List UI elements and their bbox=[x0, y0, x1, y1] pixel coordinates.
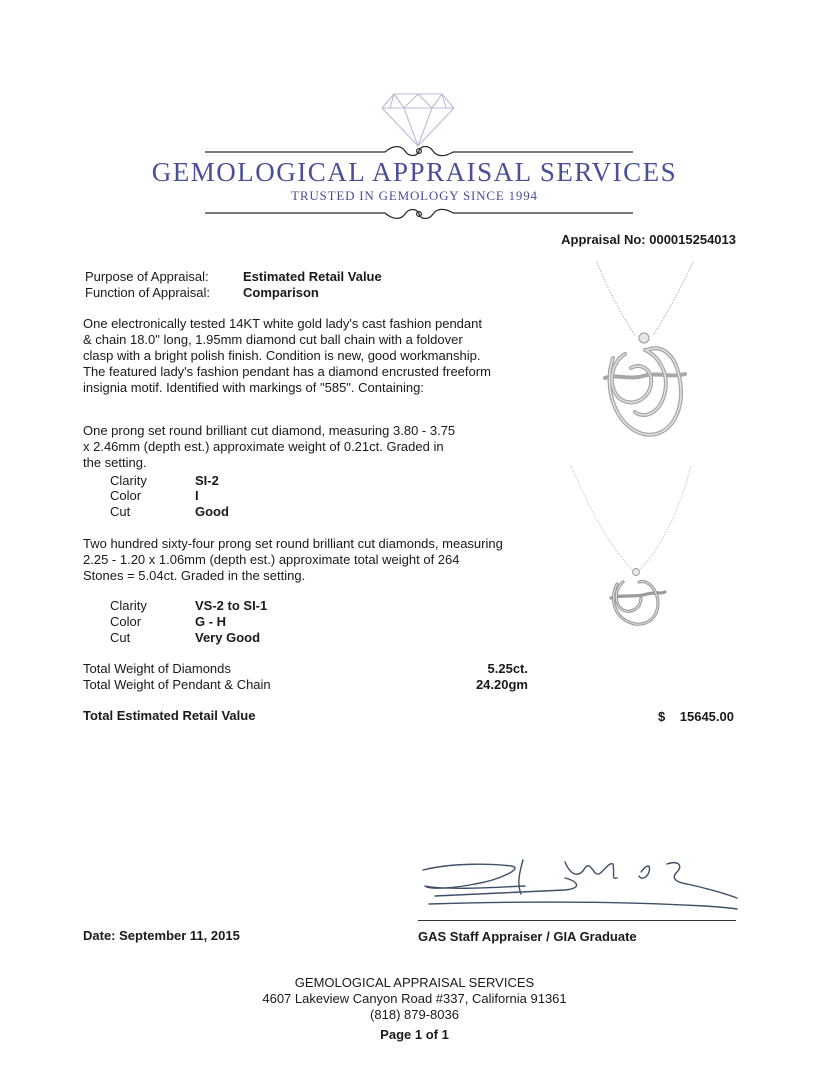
signature-line bbox=[418, 920, 736, 921]
side-color-label: Color bbox=[110, 614, 142, 629]
side-color-value: G - H bbox=[195, 614, 227, 629]
total-diamonds-label: Total Weight of Diamonds bbox=[83, 661, 231, 676]
description-line: insignia motif. Identified with markings of "585". Containing: bbox=[83, 380, 424, 395]
side-stones-line: Two hundred sixty-four prong set round brilliant cut diamonds, measuring bbox=[83, 536, 503, 551]
center-cut-label: Cut bbox=[110, 504, 131, 519]
side-clarity-label: Clarity bbox=[110, 598, 147, 613]
company-logo-title: GEMOLOGICAL APPRAISAL SERVICES bbox=[151, 157, 678, 187]
description-line: & chain 18.0" long, 1.95mm diamond cut ball chain with a foldover bbox=[83, 332, 463, 347]
appraiser-signature bbox=[415, 850, 745, 920]
center-stone-line: x 2.46mm (depth est.) approximate weight of 0.21ct. Graded in bbox=[83, 439, 444, 454]
center-stone-line: the setting. bbox=[83, 455, 147, 470]
diamond-logo-icon bbox=[380, 90, 456, 148]
side-stones-line: Stones = 5.04ct. Graded in the setting. bbox=[83, 568, 306, 583]
description-line: One electronically tested 14KT white gold lady's cast fashion pendant bbox=[83, 316, 482, 331]
total-retail-value: 15645.00 bbox=[679, 709, 734, 724]
purpose-value: Estimated Retail Value bbox=[243, 269, 382, 284]
footer-company: GEMOLOGICAL APPRAISAL SERVICES bbox=[294, 975, 535, 990]
appraisal-number: Appraisal No: 000015254013 bbox=[561, 232, 736, 247]
description-line: The featured lady's fashion pendant has a diamond encrusted freeform bbox=[83, 364, 491, 379]
currency-symbol: $ bbox=[658, 709, 666, 724]
page-number: Page 1 of 1 bbox=[380, 1027, 449, 1042]
side-stones-line: 2.25 - 1.20 x 1.06mm (depth est.) approximate total weight of 264 bbox=[83, 552, 460, 567]
center-clarity-label: Clarity bbox=[110, 473, 147, 488]
description-paragraph bbox=[83, 316, 528, 396]
signature-caption: GAS Staff Appraiser / GIA Graduate bbox=[418, 929, 637, 944]
footer-address: 4607 Lakeview Canyon Road #337, California 91361 bbox=[262, 991, 567, 1006]
center-cut-value: Good bbox=[195, 504, 229, 519]
center-clarity-value: SI-2 bbox=[195, 473, 219, 488]
function-value: Comparison bbox=[243, 285, 319, 300]
purpose-label: Purpose of Appraisal: bbox=[85, 269, 209, 284]
total-pendant-value: 24.20gm bbox=[475, 677, 528, 692]
company-logo-subtitle: TRUSTED IN GEMOLOGY SINCE 1994 bbox=[291, 188, 538, 203]
center-color-value: I bbox=[195, 488, 199, 503]
side-clarity-value: VS-2 to SI-1 bbox=[195, 598, 268, 613]
total-diamonds-value: 5.25ct. bbox=[487, 661, 528, 676]
side-cut-value: Very Good bbox=[195, 630, 261, 645]
center-stone-line: One prong set round brilliant cut diamond, measuring 3.80 - 3.75 bbox=[83, 423, 456, 438]
function-label: Function of Appraisal: bbox=[85, 285, 211, 300]
pendant-photo-with-chain bbox=[565, 462, 710, 652]
total-pendant-label: Total Weight of Pendant & Chain bbox=[83, 677, 271, 692]
center-stone-paragraph bbox=[83, 423, 528, 471]
appraisal-date: Date: September 11, 2015 bbox=[83, 928, 240, 943]
side-stones-paragraph bbox=[83, 536, 528, 584]
description-line: clasp with a bright polish finish. Condition is new, good workmanship. bbox=[83, 348, 481, 363]
footer-phone: (818) 879-8036 bbox=[370, 1007, 459, 1022]
total-retail-label: Total Estimated Retail Value bbox=[83, 708, 256, 723]
pendant-photo-closeup bbox=[585, 258, 705, 458]
center-color-label: Color bbox=[110, 488, 142, 503]
side-cut-label: Cut bbox=[110, 630, 131, 645]
ornament-bottom bbox=[205, 206, 633, 222]
